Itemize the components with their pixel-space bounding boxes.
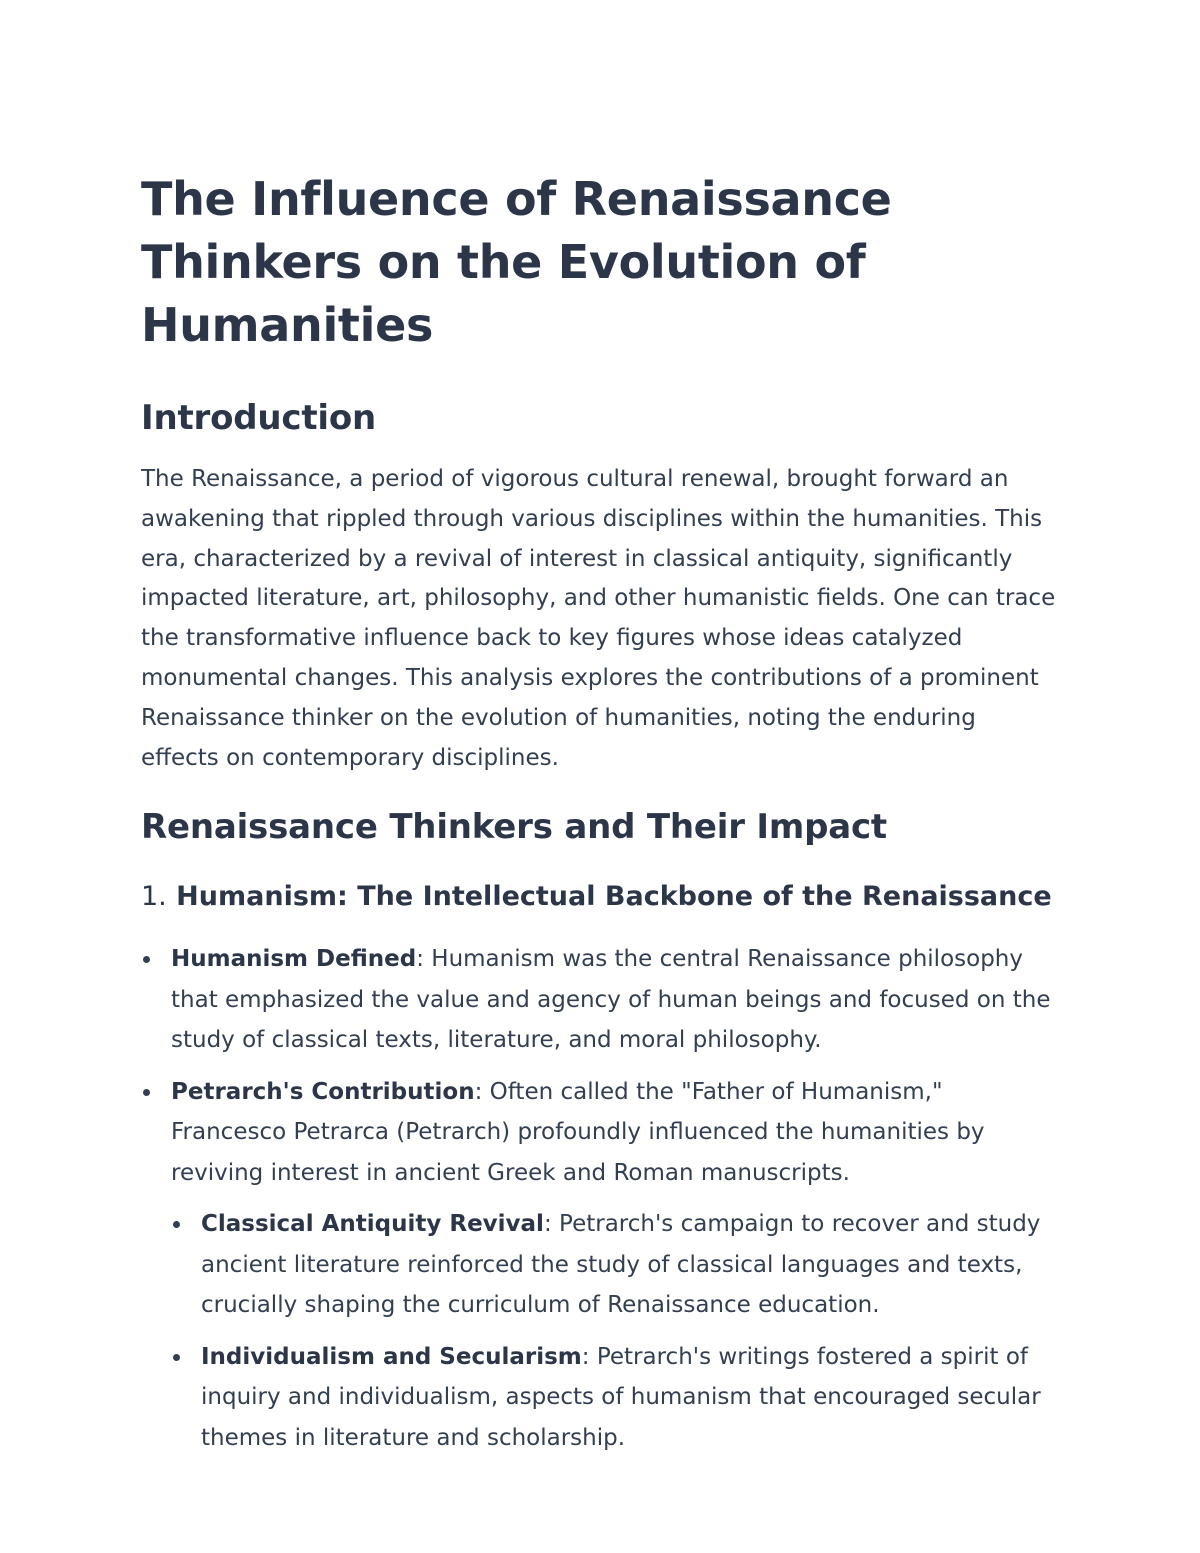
list-item-separator: : — [581, 1343, 590, 1370]
list-item-label: Individualism and Secularism — [201, 1343, 582, 1370]
list-item-label: Humanism Defined — [171, 946, 417, 973]
subsection-title: Humanism: The Intellectual Backbone of the Renaissance — [176, 881, 1052, 913]
list-item-humanism-defined — [141, 939, 1060, 1061]
nested-bullet-list — [171, 1204, 1060, 1458]
document-title: The Influence of Renaissance Thinkers on the Evolution of Humanities — [141, 172, 892, 352]
bullet-icon — [173, 1354, 180, 1361]
bullet-icon — [143, 956, 150, 963]
bullet-list — [141, 939, 1060, 1458]
list-item-separator: : — [416, 946, 424, 973]
list-item-text: Petrarch's campaign to recover and study ancient literature reinforced the study of classical languages and texts, crucially shaping the curriculum of Renaissance education. — [201, 1211, 1041, 1319]
list-item-text: Humanism was the central Renaissance philosophy that emphasized the value and agency of human beings and focused on the study of classical texts, literature, and moral philosophy. — [171, 946, 1051, 1054]
list-item-text: Petrarch's writings fostered a spirit of inquiry and individualism, aspects of humanism that encouraged secular themes in literature and scholarship. — [201, 1343, 1041, 1451]
subsection-heading — [141, 879, 1060, 915]
list-item-text: Often called the "Father of Humanism," Francesco Petrarca (Petrarch) profoundly influenced the humanities by reviving interest in ancient Greek and Roman manuscripts. — [171, 1078, 985, 1186]
list-item-label: Petrarch's Contribution — [171, 1078, 475, 1105]
bullet-icon — [173, 1221, 180, 1228]
list-item-separator: : — [474, 1078, 483, 1105]
list-item-classical-antiquity-revival — [171, 1204, 1060, 1326]
list-item-label: Classical Antiquity Revival — [201, 1211, 544, 1238]
introduction-heading: Introduction — [141, 398, 377, 438]
introduction-paragraph: The Renaissance, a period of vigorous cultural renewal, brought forward an awakening that rippled through various disciplines within the humanities. This era, characterized by a revival of interest in classical antiquity, significantly impacted literature, art, philosophy, and other humanistic fields. One can trace the transformative influence back to key figures whose ideas catalyzed monumental changes. This analysis explores the contributions of a prominent Renaissance thinker on the evolution of humanities, noting the enduring effects on contemporary disciplines. — [141, 466, 1056, 771]
list-item-petrarch-contribution — [141, 1072, 1060, 1459]
list-item-individualism-secularism — [171, 1337, 1060, 1459]
subsection-number: 1. — [141, 881, 167, 913]
list-item-separator: : — [543, 1211, 552, 1238]
bullet-icon — [143, 1089, 150, 1096]
thinkers-section-heading: Renaissance Thinkers and Their Impact — [141, 807, 887, 848]
